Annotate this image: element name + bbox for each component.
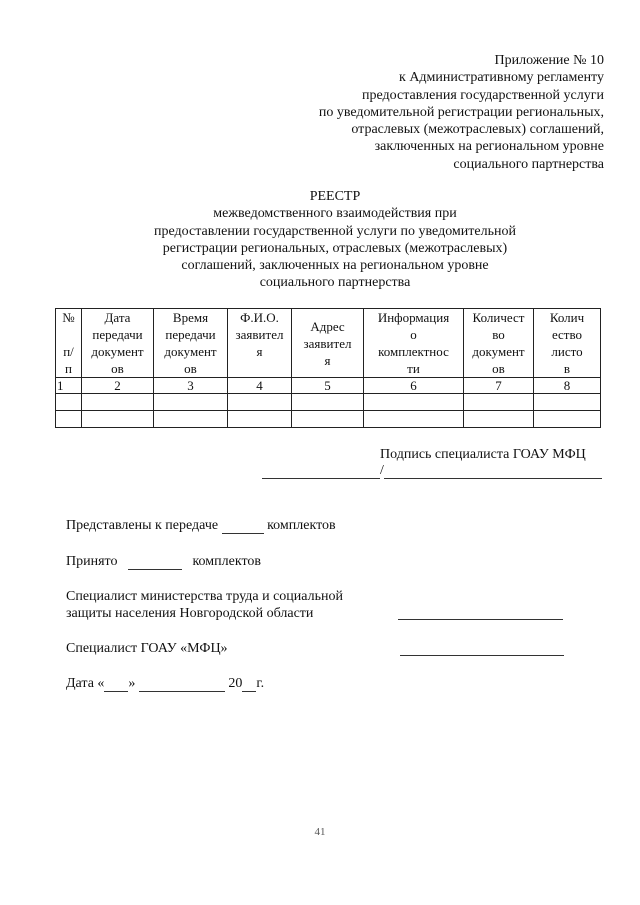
column-number: 8	[534, 378, 601, 394]
table-cell[interactable]	[82, 394, 154, 411]
date-year-field[interactable]	[242, 676, 256, 692]
column-number: 4	[228, 378, 292, 394]
transferred-line	[66, 518, 336, 534]
signature-name-field[interactable]	[384, 463, 602, 479]
date-year-prefix: 20	[228, 676, 243, 691]
title-line: социального партнерства	[259, 275, 411, 291]
title-line: соглашений, заключенных на региональном уровне	[181, 258, 489, 274]
table-cell[interactable]	[56, 394, 82, 411]
date-line	[66, 676, 264, 692]
ministry-signature-field[interactable]	[398, 619, 563, 620]
ministry-specialist	[66, 588, 343, 622]
table-cell[interactable]	[534, 394, 601, 411]
page-number: 41	[314, 826, 326, 838]
header-cell-date: Дата передачи документ ов	[82, 309, 154, 378]
header-cell-completeness: Информация о комплектнос ти	[364, 309, 464, 378]
table-cell[interactable]	[464, 411, 534, 428]
signature-lines	[262, 463, 602, 479]
table-header-row	[56, 309, 601, 378]
table-cell[interactable]	[534, 411, 601, 428]
title-heading: РЕЕСТР	[309, 189, 361, 204]
table-row	[56, 394, 601, 411]
header-cell-applicant-name: Ф.И.О. заявител я	[228, 309, 292, 378]
column-number: 3	[154, 378, 228, 394]
date-month-field[interactable]	[139, 676, 225, 692]
date-label: Дата «	[66, 676, 105, 691]
ministry-label-line: Специалист министерства труда и социальной	[66, 589, 343, 604]
column-number: 6	[364, 378, 464, 394]
column-number: 1	[56, 378, 82, 394]
title-line: предоставлении государственной услуги по уведомительной	[154, 223, 516, 239]
accepted-count-field[interactable]	[128, 554, 182, 570]
accepted-line	[66, 554, 261, 570]
header-cell-applicant-address: Адрес заявител я	[292, 309, 364, 378]
column-number: 7	[464, 378, 534, 394]
transferred-suffix: комплектов	[267, 518, 336, 533]
signature-separator: /	[380, 463, 384, 478]
appendix-line: к Административному регламенту	[399, 70, 604, 86]
appendix-line: отраслевых (межотраслевых) соглашений,	[351, 122, 604, 138]
title-line: регистрации региональных, отраслевых (межотраслевых)	[162, 240, 508, 256]
transferred-count-field[interactable]	[222, 518, 264, 534]
mfc-signature-field[interactable]	[400, 655, 564, 656]
header-cell-sheet-count: Колич ество листо в	[534, 309, 601, 378]
accepted-label: Принято	[66, 554, 118, 569]
column-number: 5	[292, 378, 364, 394]
header-cell-number: № п/ п	[56, 309, 82, 378]
header-cell-time: Время передачи документ ов	[154, 309, 228, 378]
date-year-suffix: г.	[256, 676, 265, 691]
table-cell[interactable]	[154, 394, 228, 411]
document-title	[120, 188, 550, 292]
table-cell[interactable]	[82, 411, 154, 428]
table-row	[56, 411, 601, 428]
table-cell[interactable]	[464, 394, 534, 411]
signature-field[interactable]	[262, 463, 380, 479]
date-quote-close: »	[128, 676, 136, 691]
signature-label: Подпись специалиста ГОАУ МФЦ	[380, 447, 586, 462]
table-cell[interactable]	[56, 411, 82, 428]
accepted-suffix: комплектов	[192, 554, 262, 569]
appendix-line: по уведомительной регистрации региональных,	[318, 104, 604, 120]
mfc-specialist-label: Специалист ГОАУ «МФЦ»	[66, 641, 228, 656]
table-cell[interactable]	[364, 394, 464, 411]
title-line: межведомственного взаимодействия при	[213, 206, 457, 222]
table-number-row	[56, 378, 601, 394]
date-day-field[interactable]	[104, 676, 128, 692]
table-cell[interactable]	[292, 394, 364, 411]
appendix-line: заключенных на региональном уровне	[374, 139, 604, 155]
appendix-line: социального партнерства	[453, 156, 604, 172]
registry-table	[55, 308, 601, 428]
appendix-line: предоставления государственной услуги	[362, 87, 604, 103]
header-cell-doc-count: Количест во документ ов	[464, 309, 534, 378]
column-number: 2	[82, 378, 154, 394]
appendix-header	[319, 52, 604, 173]
ministry-label-line: защиты населения Новгородской области	[66, 606, 314, 621]
table-cell[interactable]	[228, 411, 292, 428]
table-cell[interactable]	[364, 411, 464, 428]
transferred-label: Представлены к передаче	[66, 518, 219, 533]
table-cell[interactable]	[154, 411, 228, 428]
table-cell[interactable]	[292, 411, 364, 428]
appendix-line: Приложение № 10	[494, 53, 604, 68]
table-cell[interactable]	[228, 394, 292, 411]
